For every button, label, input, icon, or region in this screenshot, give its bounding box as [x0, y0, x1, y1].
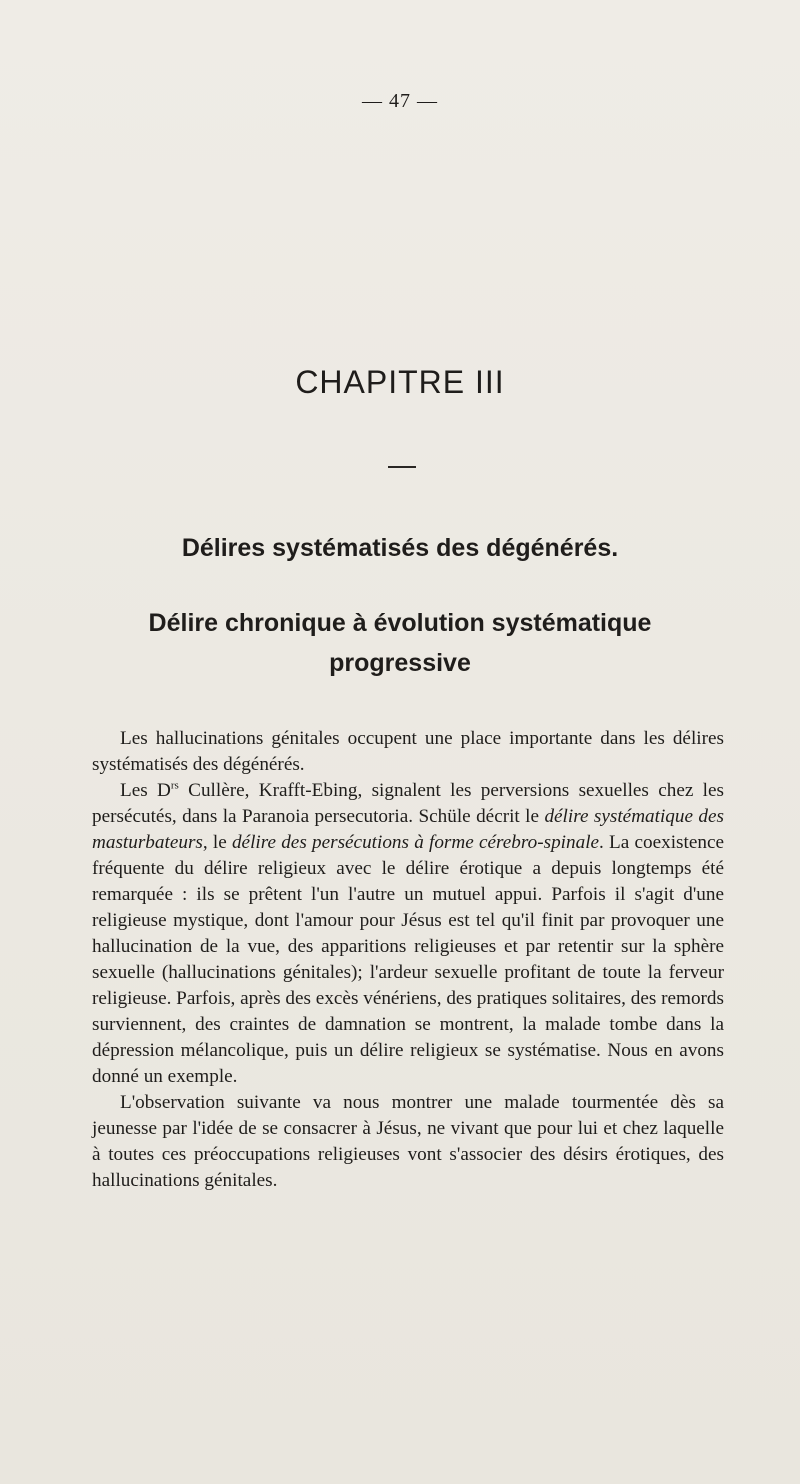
paragraph-2-text-c: , le — [202, 832, 232, 853]
paragraph-2-text-a: Les D — [120, 780, 171, 801]
divider-rule — [388, 466, 416, 468]
paragraph-1: Les hallucinations génitales occupent une place importante dans les délires systématisés des dégénérés. — [92, 728, 724, 775]
paragraph-2-text-b: Cullère, Krafft-Ebing, signalent les perversions sexuelles chez les persécutés, dans la Paranoia persecutoria. Schüle décrit le — [92, 780, 724, 827]
section-heading: Délires systématisés des dégénérés. — [181, 534, 619, 562]
paragraph-2 — [92, 778, 724, 1090]
paragraph-2-text-d: . La coexistence fréquente du délire religieux avec le délire érotique a depuis longtemps été remarquée : ils se prêtent l'un l'autre un mutuel appui. Parfois il s'agit d'une religieuse mystique, dont l'amour pour Jésus est tel qu'il finit par provoquer une hallucination de la vue, des apparitions religieuses et par retentir sur la sphère sexuelle (hallucinations génitales); l'ardeur sexuelle profitant de toute la ferveur religieuse. Parfois, après des excès vénériens, des pratiques solitaires, des remords surviennent, des craintes de damnation se montrent, la malade tombe dans la dépression mélancolique, puis un délire religieux se systématise. Nous en avons donné un exemple. — [92, 832, 724, 1087]
chapter-title: CHAPITRE III — [295, 364, 505, 400]
paragraph-2-superscript: rs — [170, 779, 179, 792]
body-text — [92, 726, 724, 1194]
page-number: — 47 — — [362, 90, 438, 112]
paragraph-2-italic-1: délire systématique des masturbateurs — [92, 806, 724, 853]
subsection-heading-line-1: Délire chronique à évolution systématique — [148, 609, 652, 637]
paragraph-2-italic-2: délire des persécutions à forme cérebro-spinale — [231, 832, 600, 853]
subsection-heading — [0, 603, 800, 683]
subsection-heading-line-2: progressive — [329, 649, 471, 677]
paragraph-3: L'observation suivante va nous montrer une malade tourmentée dès sa jeunesse par l'idée de se consacrer à Jésus, ne vivant que pour lui et chez laquelle à toutes ces préoccupations religieuses vont s'associer des désirs érotiques, des hallucinations génitales. — [92, 1092, 724, 1191]
